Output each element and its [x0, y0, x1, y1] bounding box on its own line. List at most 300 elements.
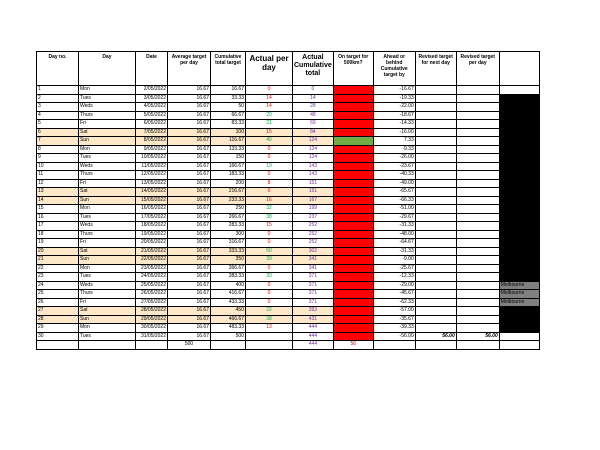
- cell-cumulative-target: 433.33: [211, 298, 246, 307]
- cell-ahead-behind: -56.00: [373, 332, 415, 341]
- cell-revised-per-day: [456, 222, 499, 231]
- cell-date: 30/05/2022: [136, 324, 168, 333]
- table-row: [37, 196, 540, 205]
- cell-date: 6/05/2022: [136, 120, 168, 129]
- cell-extra-note: [499, 120, 539, 129]
- cell-cumulative-target: 33.33: [211, 94, 246, 103]
- cell-cumulative-target: 116.67: [211, 137, 246, 146]
- cell-date: 9/05/2022: [136, 145, 168, 154]
- cell-ahead-behind: -66.33: [373, 196, 415, 205]
- on-target-status-cell: [333, 273, 373, 282]
- cell-revised-per-day: [456, 247, 499, 256]
- cell-day-no: 21: [37, 256, 79, 265]
- cell-average-target: 16.67: [168, 298, 211, 307]
- cell-day: Mon: [79, 264, 136, 273]
- cell-actual-cumulative: 252: [293, 239, 334, 248]
- on-target-status-cell: [333, 298, 373, 307]
- cell-date: 10/05/2022: [136, 154, 168, 163]
- cell-actual-cumulative: 199: [293, 205, 334, 214]
- total-actual: 444: [293, 341, 334, 350]
- cell-cumulative-target: 300: [211, 230, 246, 239]
- cell-cumulative-target: 150: [211, 154, 246, 163]
- cell-cumulative-target: 416.67: [211, 290, 246, 299]
- on-target-status-cell: [333, 162, 373, 171]
- cell-ahead-behind: -31.33: [373, 247, 415, 256]
- cell-revised-next-day: [415, 162, 456, 171]
- on-target-status-cell: [333, 154, 373, 163]
- cell-day-no: 9: [37, 154, 79, 163]
- cell-extra-note: [499, 264, 539, 273]
- cell-day-no: 29: [37, 324, 79, 333]
- cell-revised-per-day: [456, 179, 499, 188]
- cell-actual-cumulative: 371: [293, 273, 334, 282]
- cell-revised-per-day: [456, 162, 499, 171]
- totals-spacer: [211, 341, 246, 350]
- cell-date: 14/05/2022: [136, 188, 168, 197]
- header-ahead-behind: Ahead or behind Cumulative target by: [373, 52, 415, 86]
- cell-actual-per-day: 0: [246, 298, 293, 307]
- cell-actual-cumulative: 14: [293, 94, 334, 103]
- table-row: [37, 332, 540, 341]
- cell-actual-cumulative: 124: [293, 154, 334, 163]
- cell-ahead-behind: -62.33: [373, 298, 415, 307]
- cell-date: 16/05/2022: [136, 205, 168, 214]
- cell-ahead-behind: -16.67: [373, 86, 415, 95]
- cell-revised-next-day: [415, 171, 456, 180]
- cell-average-target: 16.67: [168, 103, 211, 112]
- cell-revised-next-day: [415, 264, 456, 273]
- cell-day: Fri: [79, 179, 136, 188]
- on-target-status-cell: [333, 324, 373, 333]
- table-row: [37, 103, 540, 112]
- cell-actual-per-day: 50: [246, 247, 293, 256]
- cell-actual-per-day: 0: [246, 145, 293, 154]
- totals-spacer: [37, 341, 79, 350]
- cell-cumulative-target: 283.33: [211, 222, 246, 231]
- table-row: [37, 86, 540, 95]
- cell-average-target: 16.67: [168, 179, 211, 188]
- cell-revised-next-day: [415, 273, 456, 282]
- cell-revised-per-day: [456, 307, 499, 316]
- cell-average-target: 16.67: [168, 154, 211, 163]
- cell-actual-cumulative: 0: [293, 86, 334, 95]
- cell-ahead-behind: -14.33: [373, 120, 415, 129]
- cell-revised-per-day: [456, 324, 499, 333]
- header-on-target: On target for 500km?: [333, 52, 373, 86]
- cell-actual-per-day: 14: [246, 103, 293, 112]
- table-body: [37, 86, 540, 341]
- cell-revised-per-day: [456, 281, 499, 290]
- cell-ahead-behind: -29.00: [373, 281, 415, 290]
- cell-ahead-behind: -23.67: [373, 162, 415, 171]
- cell-extra-note: [499, 239, 539, 248]
- on-target-status-cell: [333, 307, 373, 316]
- cell-extra-note: Melbourne: [499, 298, 539, 307]
- cell-day: Mon: [79, 86, 136, 95]
- cell-ahead-behind: -57.00: [373, 307, 415, 316]
- table-row: [37, 247, 540, 256]
- cell-revised-per-day: [456, 230, 499, 239]
- cell-date: 29/05/2022: [136, 315, 168, 324]
- cell-extra-note: [499, 103, 539, 112]
- cell-day: Fri: [79, 298, 136, 307]
- cell-cumulative-target: 250: [211, 205, 246, 214]
- cell-date: 21/05/2022: [136, 247, 168, 256]
- table-row: [37, 230, 540, 239]
- cell-actual-cumulative: 371: [293, 290, 334, 299]
- cell-actual-per-day: 0: [246, 264, 293, 273]
- cell-cumulative-target: 350: [211, 256, 246, 265]
- table-row: [37, 290, 540, 299]
- cell-actual-cumulative: 143: [293, 162, 334, 171]
- cell-average-target: 16.67: [168, 196, 211, 205]
- cell-day-no: 16: [37, 213, 79, 222]
- cell-actual-per-day: 8: [246, 179, 293, 188]
- cell-actual-cumulative: 124: [293, 137, 334, 146]
- cell-extra-note: [499, 205, 539, 214]
- cell-day: Mon: [79, 324, 136, 333]
- cell-day-no: 4: [37, 111, 79, 120]
- cell-date: 27/05/2022: [136, 298, 168, 307]
- cell-date: 15/05/2022: [136, 196, 168, 205]
- cell-cumulative-target: 450: [211, 307, 246, 316]
- on-target-status-cell: [333, 145, 373, 154]
- table-row: [37, 324, 540, 333]
- cell-day-no: 6: [37, 128, 79, 137]
- cell-revised-next-day: [415, 154, 456, 163]
- header-average-target: Average target per day: [168, 52, 211, 86]
- cell-revised-next-day: [415, 298, 456, 307]
- table-row: [37, 213, 540, 222]
- cell-average-target: 16.67: [168, 171, 211, 180]
- cell-actual-cumulative: 28: [293, 103, 334, 112]
- cell-ahead-behind: -29.67: [373, 213, 415, 222]
- cell-day-no: 12: [37, 179, 79, 188]
- table-row: [37, 222, 540, 231]
- cell-extra-note: Melbourne: [499, 281, 539, 290]
- cell-average-target: 16.67: [168, 86, 211, 95]
- on-target-status-cell: [333, 239, 373, 248]
- total-target: 500: [168, 341, 211, 350]
- cell-day-no: 10: [37, 162, 79, 171]
- table-row: [37, 256, 540, 265]
- cell-day-no: 3: [37, 103, 79, 112]
- table-row: [37, 264, 540, 273]
- cell-actual-per-day: 15: [246, 128, 293, 137]
- cell-cumulative-target: 266.67: [211, 213, 246, 222]
- cell-date: 19/05/2022: [136, 230, 168, 239]
- cell-revised-per-day: [456, 315, 499, 324]
- on-target-status-cell: [333, 128, 373, 137]
- table-row: [37, 281, 540, 290]
- header-cumulative-target: Cumulative total target: [211, 52, 246, 86]
- cell-revised-per-day: [456, 196, 499, 205]
- cell-average-target: 16.67: [168, 205, 211, 214]
- on-target-status-cell: [333, 281, 373, 290]
- cell-actual-per-day: 39: [246, 256, 293, 265]
- cell-day-no: 14: [37, 196, 79, 205]
- cell-actual-per-day: [246, 332, 293, 341]
- header-extra: [499, 52, 539, 86]
- header-actual-per-day: Actual per day: [246, 52, 293, 86]
- cell-day: Sun: [79, 137, 136, 146]
- cell-average-target: 16.67: [168, 307, 211, 316]
- cell-extra-note: [499, 256, 539, 265]
- cell-date: 4/05/2022: [136, 103, 168, 112]
- cell-cumulative-target: 66.67: [211, 111, 246, 120]
- cell-revised-per-day: [456, 128, 499, 137]
- cell-average-target: 16.67: [168, 332, 211, 341]
- cell-extra-note: [499, 273, 539, 282]
- cell-revised-per-day: [456, 188, 499, 197]
- cell-revised-per-day: [456, 256, 499, 265]
- cell-extra-note: [499, 315, 539, 324]
- table-row: [37, 145, 540, 154]
- cell-date: 20/05/2022: [136, 239, 168, 248]
- cell-actual-per-day: 0: [246, 188, 293, 197]
- cell-ahead-behind: -26.00: [373, 154, 415, 163]
- cell-cumulative-target: 366.67: [211, 264, 246, 273]
- cell-ahead-behind: -12.33: [373, 273, 415, 282]
- on-target-status-cell: [333, 213, 373, 222]
- cell-revised-next-day: [415, 111, 456, 120]
- cell-average-target: 16.67: [168, 145, 211, 154]
- cell-day: Weds: [79, 222, 136, 231]
- cell-ahead-behind: -31.33: [373, 222, 415, 231]
- cell-date: 26/05/2022: [136, 290, 168, 299]
- cell-revised-next-day: [415, 230, 456, 239]
- table-row: [37, 111, 540, 120]
- cell-average-target: 16.67: [168, 264, 211, 273]
- cell-revised-next-day: [415, 179, 456, 188]
- cell-revised-next-day: [415, 137, 456, 146]
- cell-actual-per-day: 0: [246, 154, 293, 163]
- cell-average-target: 16.67: [168, 162, 211, 171]
- cell-cumulative-target: 183.33: [211, 171, 246, 180]
- cell-cumulative-target: 333.33: [211, 247, 246, 256]
- totals-spacer: [246, 341, 293, 350]
- header-revised-per-day: Revised target per day: [456, 52, 499, 86]
- on-target-status-cell: [333, 222, 373, 231]
- cell-actual-per-day: 0: [246, 171, 293, 180]
- cell-cumulative-target: 50: [211, 103, 246, 112]
- cell-date: 28/05/2022: [136, 307, 168, 316]
- cell-date: 11/05/2022: [136, 162, 168, 171]
- table-row: [37, 137, 540, 146]
- cell-revised-per-day: [456, 205, 499, 214]
- cell-ahead-behind: -22.00: [373, 103, 415, 112]
- cell-date: 2/05/2022: [136, 86, 168, 95]
- cell-revised-per-day: [456, 111, 499, 120]
- cell-cumulative-target: 83.33: [211, 120, 246, 129]
- cell-date: 23/05/2022: [136, 264, 168, 273]
- cell-day: Mon: [79, 145, 136, 154]
- cell-day: Thurs: [79, 111, 136, 120]
- cell-cumulative-target: 166.67: [211, 162, 246, 171]
- cell-extra-note: [499, 111, 539, 120]
- totals-spacer: [499, 341, 539, 350]
- cell-actual-cumulative: 167: [293, 196, 334, 205]
- on-target-status-cell: [333, 256, 373, 265]
- cell-extra-note: [499, 307, 539, 316]
- cell-ahead-behind: -49.00: [373, 179, 415, 188]
- cell-revised-per-day: [456, 145, 499, 154]
- totals-spacer: [136, 341, 168, 350]
- cell-average-target: 16.67: [168, 256, 211, 265]
- cell-day-no: 19: [37, 239, 79, 248]
- on-target-status-cell: [333, 332, 373, 341]
- table-row: [37, 120, 540, 129]
- cell-revised-per-day: [456, 264, 499, 273]
- cell-actual-cumulative: 431: [293, 315, 334, 324]
- cell-actual-per-day: 22: [246, 307, 293, 316]
- cell-actual-per-day: 0: [246, 86, 293, 95]
- cell-average-target: 16.67: [168, 290, 211, 299]
- cell-date: 5/05/2022: [136, 111, 168, 120]
- cell-actual-per-day: 40: [246, 137, 293, 146]
- header-day-no: Day no.: [37, 52, 79, 86]
- table-row: [37, 315, 540, 324]
- cell-revised-next-day: [415, 315, 456, 324]
- cell-extra-note: [499, 162, 539, 171]
- cell-date: 12/05/2022: [136, 171, 168, 180]
- cell-actual-cumulative: 371: [293, 298, 334, 307]
- cell-extra-note: [499, 324, 539, 333]
- total-remaining: 56: [333, 341, 373, 350]
- cell-day-no: 25: [37, 290, 79, 299]
- cell-actual-cumulative: 341: [293, 256, 334, 265]
- cell-day-no: 15: [37, 205, 79, 214]
- cell-day-no: 13: [37, 188, 79, 197]
- cell-ahead-behind: -9.00: [373, 256, 415, 265]
- cell-day-no: 24: [37, 281, 79, 290]
- table-row: [37, 298, 540, 307]
- cell-extra-note: [499, 179, 539, 188]
- cell-ahead-behind: -39.33: [373, 324, 415, 333]
- table-row: [37, 154, 540, 163]
- cell-day: Tues: [79, 213, 136, 222]
- cell-date: 31/05/2022: [136, 332, 168, 341]
- cell-ahead-behind: -45.67: [373, 290, 415, 299]
- cell-extra-note: [499, 188, 539, 197]
- cell-actual-per-day: 38: [246, 213, 293, 222]
- cell-extra-note: Melbourne: [499, 290, 539, 299]
- cell-revised-next-day: [415, 239, 456, 248]
- cell-actual-cumulative: 444: [293, 324, 334, 333]
- cell-extra-note: [499, 222, 539, 231]
- cell-ahead-behind: -65.67: [373, 188, 415, 197]
- cell-actual-cumulative: 371: [293, 281, 334, 290]
- cell-day: Fri: [79, 239, 136, 248]
- totals-spacer: [79, 341, 136, 350]
- cell-cumulative-target: 133.33: [211, 145, 246, 154]
- cell-revised-per-day: [456, 103, 499, 112]
- cell-day: Mon: [79, 205, 136, 214]
- cell-cumulative-target: 316.67: [211, 239, 246, 248]
- cell-actual-per-day: 0: [246, 290, 293, 299]
- cell-revised-next-day: [415, 222, 456, 231]
- cell-day-no: 2: [37, 94, 79, 103]
- cell-actual-per-day: 0: [246, 239, 293, 248]
- table-row: [37, 94, 540, 103]
- cell-actual-per-day: 0: [246, 230, 293, 239]
- cell-date: 17/05/2022: [136, 213, 168, 222]
- cell-revised-per-day: [456, 171, 499, 180]
- cell-day-no: 27: [37, 307, 79, 316]
- cell-cumulative-target: 16.67: [211, 86, 246, 95]
- cell-day: Sun: [79, 256, 136, 265]
- header-row: [37, 52, 540, 86]
- table-row: [37, 188, 540, 197]
- on-target-status-cell: [333, 205, 373, 214]
- cell-extra-note: [499, 145, 539, 154]
- cell-day: Tues: [79, 273, 136, 282]
- cell-actual-cumulative: 69: [293, 120, 334, 129]
- cell-revised-next-day: [415, 290, 456, 299]
- cell-actual-cumulative: 237: [293, 213, 334, 222]
- cell-day-no: 20: [37, 247, 79, 256]
- totals-spacer: [373, 341, 415, 350]
- cell-day: Sat: [79, 188, 136, 197]
- cell-actual-per-day: 15: [246, 222, 293, 231]
- cell-actual-per-day: 20: [246, 111, 293, 120]
- on-target-status-cell: [333, 196, 373, 205]
- cell-day: Weds: [79, 162, 136, 171]
- cell-actual-cumulative: 341: [293, 264, 334, 273]
- cell-day: Weds: [79, 103, 136, 112]
- cell-revised-next-day: [415, 196, 456, 205]
- cell-actual-cumulative: 252: [293, 230, 334, 239]
- cell-ahead-behind: -18.67: [373, 111, 415, 120]
- cell-day-no: 18: [37, 230, 79, 239]
- cell-average-target: 16.67: [168, 137, 211, 146]
- cell-day-no: 30: [37, 332, 79, 341]
- header-day: Day: [79, 52, 136, 86]
- header-actual-cumulative: Actual Cumulative total: [293, 52, 334, 86]
- cell-cumulative-target: 466.67: [211, 315, 246, 324]
- cell-ahead-behind: -19.33: [373, 94, 415, 103]
- cell-revised-per-day: [456, 298, 499, 307]
- cell-date: 8/05/2022: [136, 137, 168, 146]
- cell-average-target: 16.67: [168, 273, 211, 282]
- cell-extra-note: [499, 94, 539, 103]
- cell-extra-note: [499, 137, 539, 146]
- cell-actual-cumulative: 151: [293, 188, 334, 197]
- on-target-status-cell: [333, 171, 373, 180]
- cell-cumulative-target: 483.33: [211, 324, 246, 333]
- cell-actual-per-day: 16: [246, 196, 293, 205]
- cell-day: Sun: [79, 196, 136, 205]
- on-target-status-cell: [333, 247, 373, 256]
- cell-actual-cumulative: 252: [293, 222, 334, 231]
- cell-extra-note: [499, 230, 539, 239]
- cell-revised-next-day: [415, 120, 456, 129]
- cell-average-target: 16.67: [168, 239, 211, 248]
- cell-actual-cumulative: 444: [293, 332, 334, 341]
- on-target-status-cell: [333, 137, 373, 146]
- cell-ahead-behind: -9.33: [373, 145, 415, 154]
- tracking-spreadsheet: [36, 51, 540, 350]
- cell-extra-note: [499, 86, 539, 95]
- cell-revised-per-day: [456, 213, 499, 222]
- cell-extra-note: [499, 171, 539, 180]
- cell-actual-per-day: 21: [246, 120, 293, 129]
- cell-day-no: 5: [37, 120, 79, 129]
- cell-day: Sun: [79, 315, 136, 324]
- cell-revised-next-day: [415, 94, 456, 103]
- cell-day: Thurs: [79, 290, 136, 299]
- cell-actual-cumulative: 124: [293, 145, 334, 154]
